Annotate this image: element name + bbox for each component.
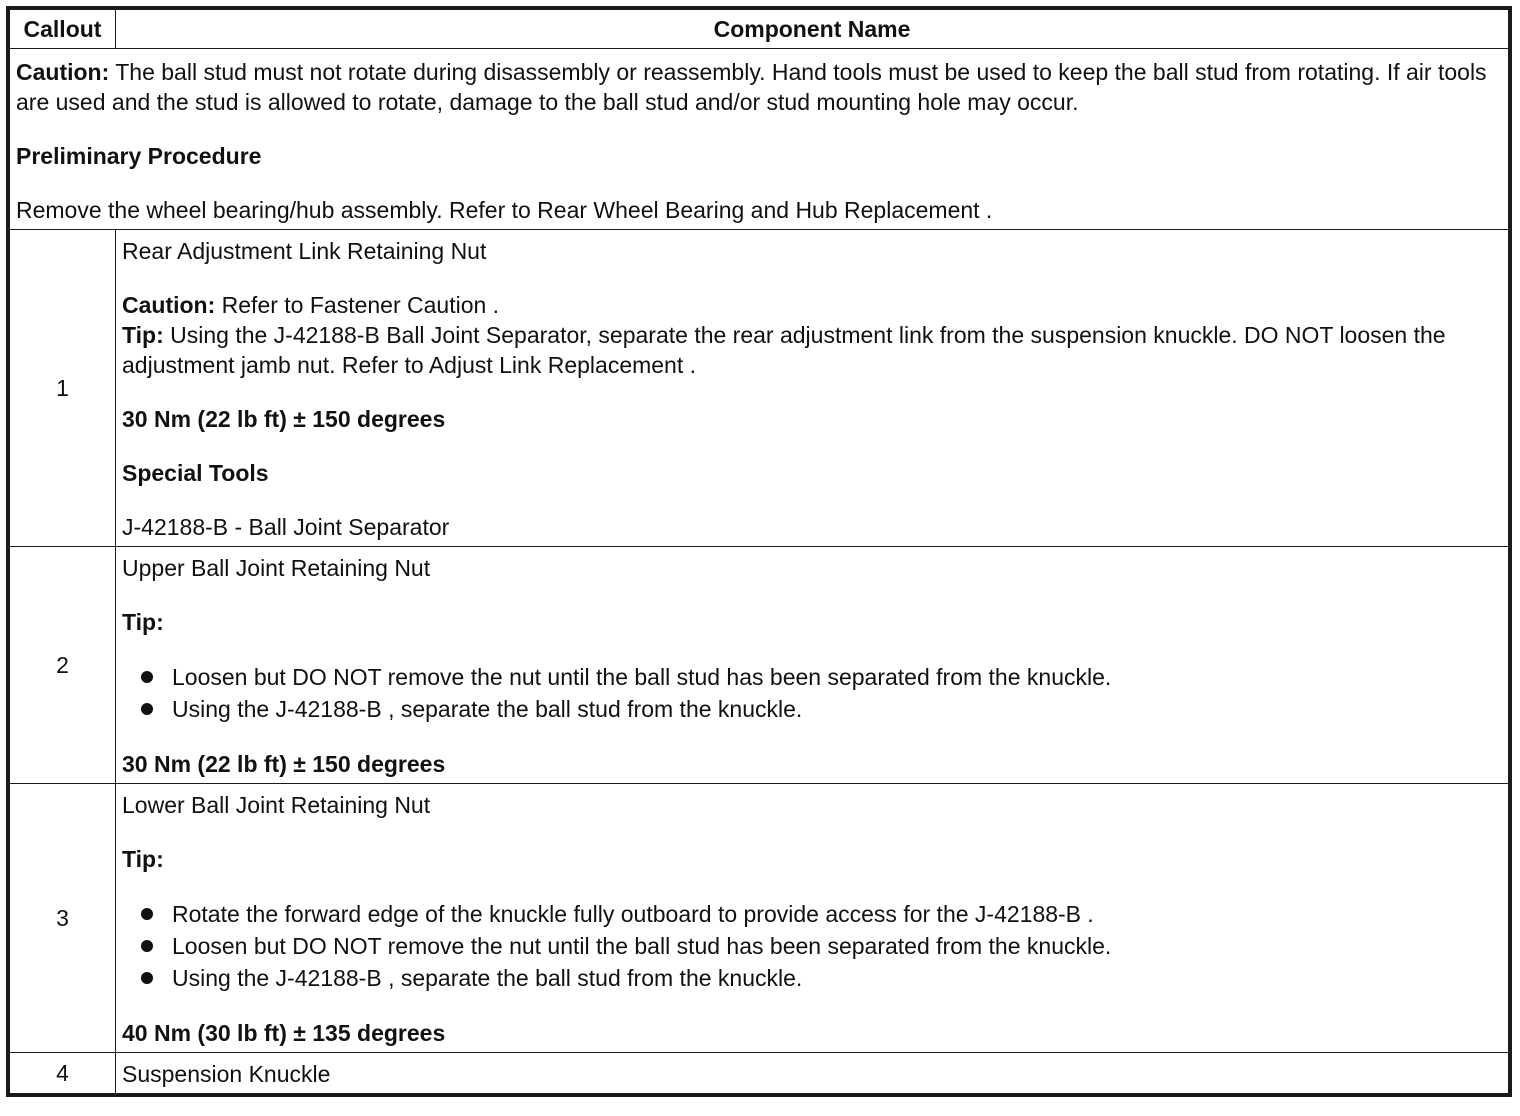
- procedure-table-frame: [6, 6, 1512, 1097]
- component-name: Lower Ball Joint Retaining Nut: [122, 792, 431, 818]
- caution-line: [122, 290, 1502, 320]
- caution-text: Refer to Fastener Caution .: [215, 292, 500, 318]
- list-item: Rotate the forward edge of the knuckle fully outboard to provide access for the J-42188-B .: [122, 898, 1502, 930]
- table-row: [10, 1053, 1509, 1094]
- tip-list: [122, 898, 1502, 994]
- callout-number: 2: [10, 547, 116, 784]
- component-cell: [116, 547, 1509, 784]
- intro-caution: [16, 57, 1502, 117]
- callout-number: 4: [10, 1053, 116, 1094]
- component-cell: [116, 1053, 1509, 1094]
- intro-row: [10, 49, 1509, 230]
- torque-spec: 40 Nm (30 lb ft) ± 135 degrees: [122, 1020, 446, 1046]
- tip-label: Tip:: [122, 846, 164, 872]
- callout-header: Callout: [10, 10, 116, 49]
- torque-spec: 30 Nm (22 lb ft) ± 150 degrees: [122, 751, 446, 777]
- intro-caution-text: The ball stud must not rotate during disassembly or reassembly. Hand tools must be used to keep the ball stud from rotating. If air tools are used and the stud is allowed to rotate, damage to the ball stud and/or stud mounting hole may occur.: [16, 59, 1487, 115]
- preliminary-text: Remove the wheel bearing/hub assembly. Refer to Rear Wheel Bearing and Hub Replacement .: [16, 197, 993, 223]
- callout-number: 1: [10, 230, 116, 547]
- special-tools-heading: Special Tools: [122, 460, 269, 486]
- caution-label: Caution:: [122, 292, 216, 318]
- component-name-header: Component Name: [116, 10, 1509, 49]
- preliminary-heading: Preliminary Procedure: [16, 143, 262, 169]
- list-item: Using the J-42188-B , separate the ball stud from the knuckle.: [122, 693, 1502, 725]
- procedure-table: [9, 9, 1509, 1094]
- tip-text: Using the J-42188-B Ball Joint Separator, separate the rear adjustment link from the suspension knuckle. DO NOT loosen the adjustment jamb nut. Refer to Adjust Link Replacement .: [122, 322, 1446, 378]
- tip-line: [122, 320, 1502, 380]
- tip-list: [122, 661, 1502, 725]
- list-item: Using the J-42188-B , separate the ball stud from the knuckle.: [122, 962, 1502, 994]
- component-cell: [116, 784, 1509, 1053]
- list-item: Loosen but DO NOT remove the nut until the ball stud has been separated from the knuckle.: [122, 661, 1502, 693]
- torque-spec: 30 Nm (22 lb ft) ± 150 degrees: [122, 406, 446, 432]
- table-row: [10, 547, 1509, 784]
- callout-number: 3: [10, 784, 116, 1053]
- special-tool-item: J-42188-B - Ball Joint Separator: [122, 514, 450, 540]
- component-cell: [116, 230, 1509, 547]
- header-row: [10, 10, 1509, 49]
- list-item: Loosen but DO NOT remove the nut until the ball stud has been separated from the knuckle.: [122, 930, 1502, 962]
- table-row: [10, 784, 1509, 1053]
- component-name: Upper Ball Joint Retaining Nut: [122, 555, 431, 581]
- tip-label: Tip:: [122, 322, 164, 348]
- component-name: Suspension Knuckle: [122, 1061, 331, 1087]
- table-row: [10, 230, 1509, 547]
- component-name: Rear Adjustment Link Retaining Nut: [122, 238, 487, 264]
- intro-caution-label: Caution:: [16, 59, 110, 85]
- tip-label: Tip:: [122, 609, 164, 635]
- intro-cell: [10, 49, 1509, 230]
